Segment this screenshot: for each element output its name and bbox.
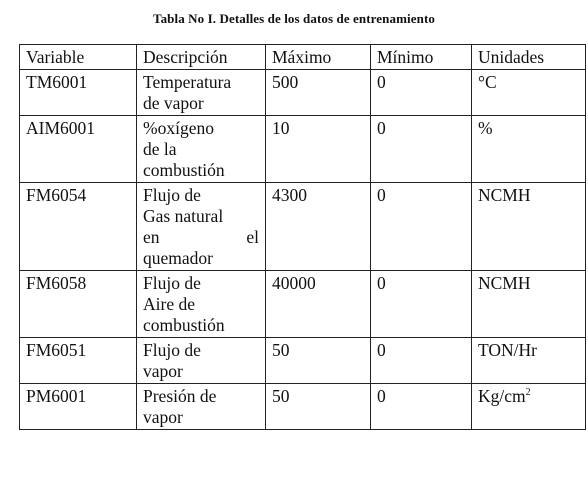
cell-maximum: 50 — [266, 384, 371, 430]
cell-variable: TM6001 — [20, 70, 137, 116]
header-variable: Variable — [20, 45, 137, 70]
unit-exponent: 2 — [525, 387, 531, 398]
table-header-row — [20, 45, 586, 70]
cell-maximum: 4300 — [266, 183, 371, 271]
cell-description — [137, 70, 266, 116]
cell-unit: TON/Hr — [472, 338, 586, 384]
table-row — [20, 70, 586, 116]
table-row — [20, 384, 586, 430]
description-line: combustión — [143, 315, 225, 335]
description-line: quemador — [143, 248, 213, 268]
table-caption: Tabla No I. Detalles de los datos de entrenamiento — [153, 11, 435, 26]
cell-unit: NCMH — [472, 271, 586, 338]
description-line: vapor — [143, 407, 183, 427]
unit-base: Kg/cm — [478, 386, 526, 406]
cell-minimum: 0 — [371, 384, 472, 430]
table-row — [20, 183, 586, 271]
cell-description — [137, 338, 266, 384]
header-minimum: Mínimo — [371, 45, 472, 70]
description-line: Gas natural — [143, 206, 224, 226]
cell-unit: °C — [472, 70, 586, 116]
cell-variable: FM6058 — [20, 271, 137, 338]
header-description: Descripción — [137, 45, 266, 70]
cell-unit: % — [472, 116, 586, 183]
cell-description — [137, 116, 266, 183]
cell-maximum: 10 — [266, 116, 371, 183]
header-units: Unidades — [472, 45, 586, 70]
description-word: el — [246, 227, 259, 247]
description-line: Aire de — [143, 294, 195, 314]
header-maximum: Máximo — [266, 45, 371, 70]
description-line: Flujo de — [143, 273, 201, 293]
cell-unit — [472, 384, 586, 430]
description-line: vapor — [143, 361, 183, 381]
description-word: en — [143, 227, 160, 247]
cell-variable: FM6054 — [20, 183, 137, 271]
cell-variable: FM6051 — [20, 338, 137, 384]
cell-description — [137, 183, 266, 271]
description-line: Flujo de — [143, 340, 201, 360]
description-line: Presión de — [143, 386, 217, 406]
cell-unit: NCMH — [472, 183, 586, 271]
description-line: %oxígeno — [143, 118, 214, 138]
table-row — [20, 116, 586, 183]
description-line-justified — [143, 227, 259, 248]
table-row — [20, 271, 586, 338]
cell-minimum: 0 — [371, 116, 472, 183]
training-data-table — [19, 44, 586, 430]
table-row — [20, 338, 586, 384]
cell-maximum: 40000 — [266, 271, 371, 338]
description-line: Temperatura — [143, 72, 232, 92]
description-line: Flujo de — [143, 185, 201, 205]
description-line: combustión — [143, 160, 225, 180]
cell-description — [137, 384, 266, 430]
cell-variable: AIM6001 — [20, 116, 137, 183]
cell-minimum: 0 — [371, 338, 472, 384]
cell-maximum: 50 — [266, 338, 371, 384]
cell-minimum: 0 — [371, 70, 472, 116]
cell-description — [137, 271, 266, 338]
description-line: de vapor — [143, 93, 204, 113]
cell-variable: PM6001 — [20, 384, 137, 430]
description-line: de la — [143, 139, 177, 159]
cell-maximum: 500 — [266, 70, 371, 116]
cell-minimum: 0 — [371, 183, 472, 271]
cell-minimum: 0 — [371, 271, 472, 338]
